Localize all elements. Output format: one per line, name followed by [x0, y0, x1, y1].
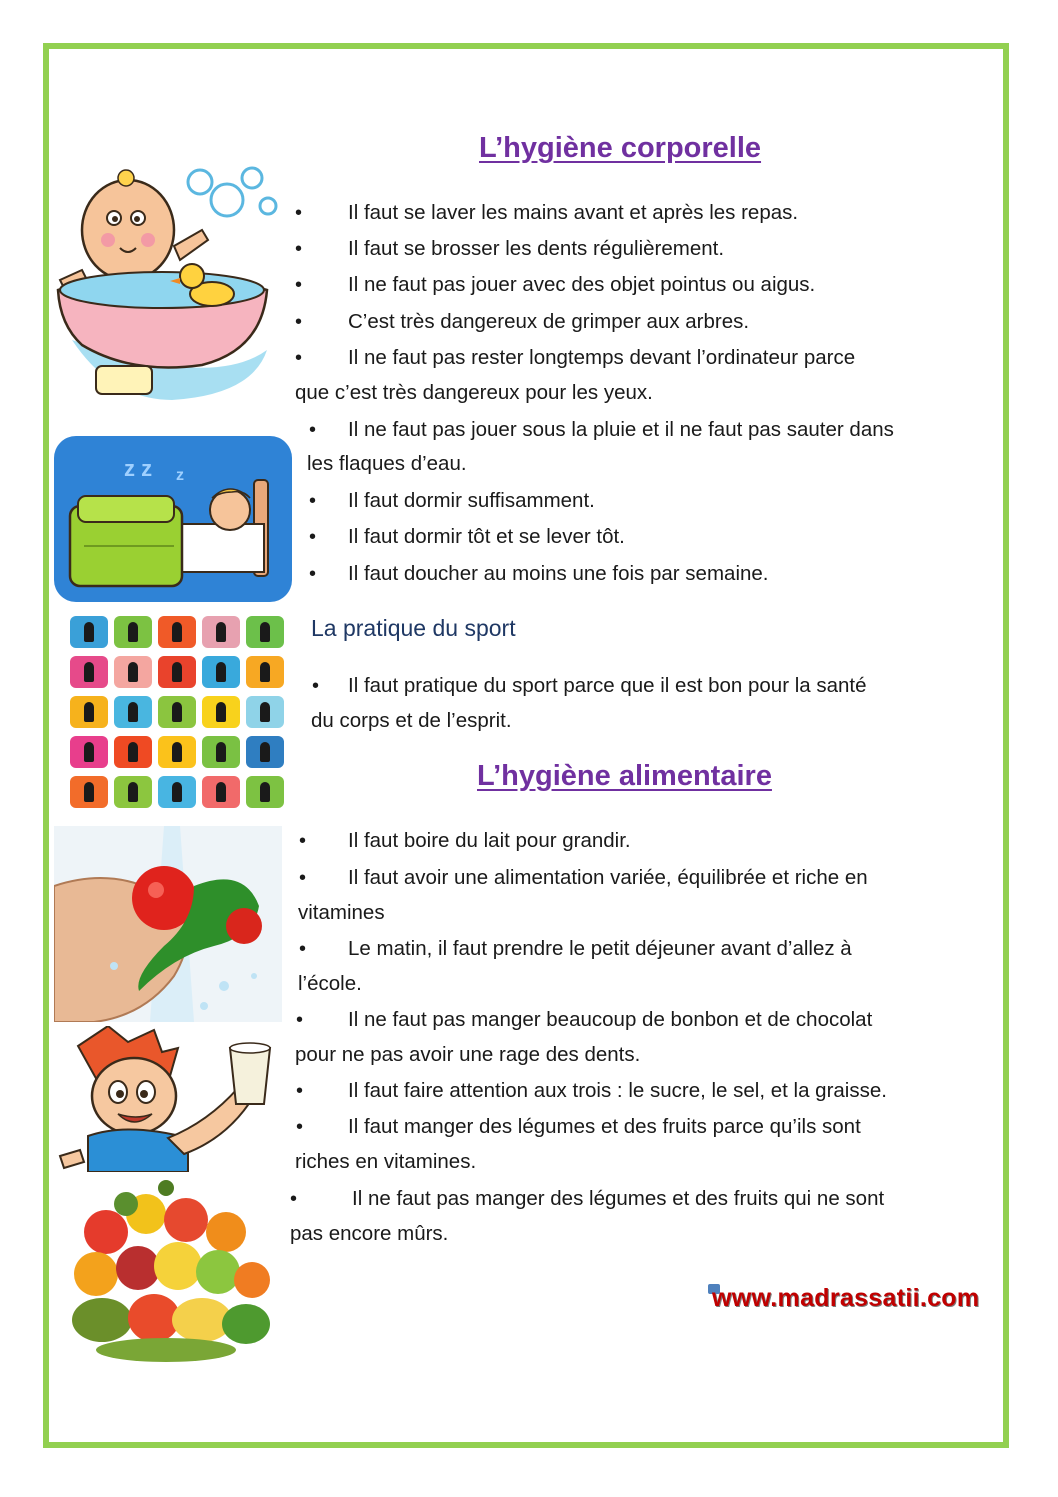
bullet: • — [299, 938, 307, 960]
website-link[interactable]: www.madrassatii.com — [712, 1284, 980, 1312]
list-item-text: les flaques d’eau. — [307, 452, 467, 475]
list-item-text: Il faut pratique du sport parce que il est bon pour la santé — [348, 674, 867, 697]
bullet: • — [290, 1188, 298, 1210]
bullet: • — [309, 526, 317, 548]
list-item-text: l’école. — [298, 972, 362, 995]
bullet: • — [296, 1080, 304, 1102]
list-item-text: C’est très dangereux de grimper aux arbres. — [348, 310, 750, 333]
title-hygiene-alimentaire: L’hygiène alimentaire — [477, 760, 772, 792]
list-item-text: pour ne pas avoir une rage des dents. — [295, 1043, 641, 1066]
list-item-text: que c’est très dangereux pour les yeux. — [295, 381, 653, 404]
boy-milk-icon — [58, 1026, 280, 1172]
svg-text:z z: z z — [124, 456, 153, 481]
list-item-text: Il faut faire attention aux trois : le sucre, le sel, et la graisse. — [348, 1079, 887, 1102]
list-item-text: Le matin, il faut prendre le petit déjeuner avant d’allez à — [348, 937, 852, 960]
list-item-text: Il faut dormir suffisamment. — [348, 489, 595, 512]
list-item-text: vitamines — [298, 901, 385, 924]
sports-pictograms-icon — [70, 616, 296, 808]
sleeping-child-icon — [54, 436, 292, 602]
bullet: • — [299, 867, 307, 889]
list-item-text: Il faut dormir tôt et se lever tôt. — [348, 525, 625, 548]
subtitle-sport: La pratique du sport — [311, 615, 516, 641]
list-item-text: Il ne faut pas jouer avec des objet pointus ou aigus. — [348, 273, 816, 296]
bullet: • — [309, 490, 317, 512]
bullet: • — [295, 202, 303, 224]
bullet: • — [295, 311, 303, 333]
list-item-text: Il faut se brosser les dents régulièrement. — [348, 237, 725, 260]
bullet: • — [299, 830, 307, 852]
list-item-text: pas encore mûrs. — [290, 1222, 449, 1245]
bullet: • — [295, 238, 303, 260]
list-item-text: du corps et de l’esprit. — [311, 709, 512, 732]
bullet: • — [296, 1116, 304, 1138]
washing-vegetables-icon — [54, 826, 282, 1022]
list-item-text: Il ne faut pas jouer sous la pluie et il ne faut pas sauter dans — [348, 418, 894, 441]
list-item-text: riches en vitamines. — [295, 1150, 477, 1173]
fruits-vegetables-icon — [66, 1174, 276, 1364]
bullet: • — [295, 347, 303, 369]
list-item-text: Il ne faut pas manger beaucoup de bonbon et de chocolat — [348, 1008, 873, 1031]
bullet: • — [309, 563, 317, 585]
list-item-text: Il faut avoir une alimentation variée, équilibrée et riche en — [348, 866, 868, 889]
list-item-text: Il faut boire du lait pour grandir. — [348, 829, 631, 852]
list-item-text: Il faut se laver les mains avant et après les repas. — [348, 201, 799, 224]
bullet: • — [295, 274, 303, 296]
bullet: • — [312, 675, 320, 697]
bullet: • — [309, 419, 317, 441]
list-item-text: Il faut doucher au moins une fois par semaine. — [348, 562, 769, 585]
bullet: • — [296, 1009, 304, 1031]
list-item-text: Il ne faut pas manger des légumes et des fruits qui ne sont — [352, 1187, 885, 1210]
baby-bath-icon — [52, 160, 284, 412]
list-item-text: Il ne faut pas rester longtemps devant l’ordinateur parce — [348, 346, 856, 369]
list-item-text: Il faut manger des légumes et des fruits parce qu’ils sont — [348, 1115, 861, 1138]
title-hygiene-corporelle: L’hygiène corporelle — [479, 132, 762, 164]
svg-text:z: z — [176, 467, 184, 484]
